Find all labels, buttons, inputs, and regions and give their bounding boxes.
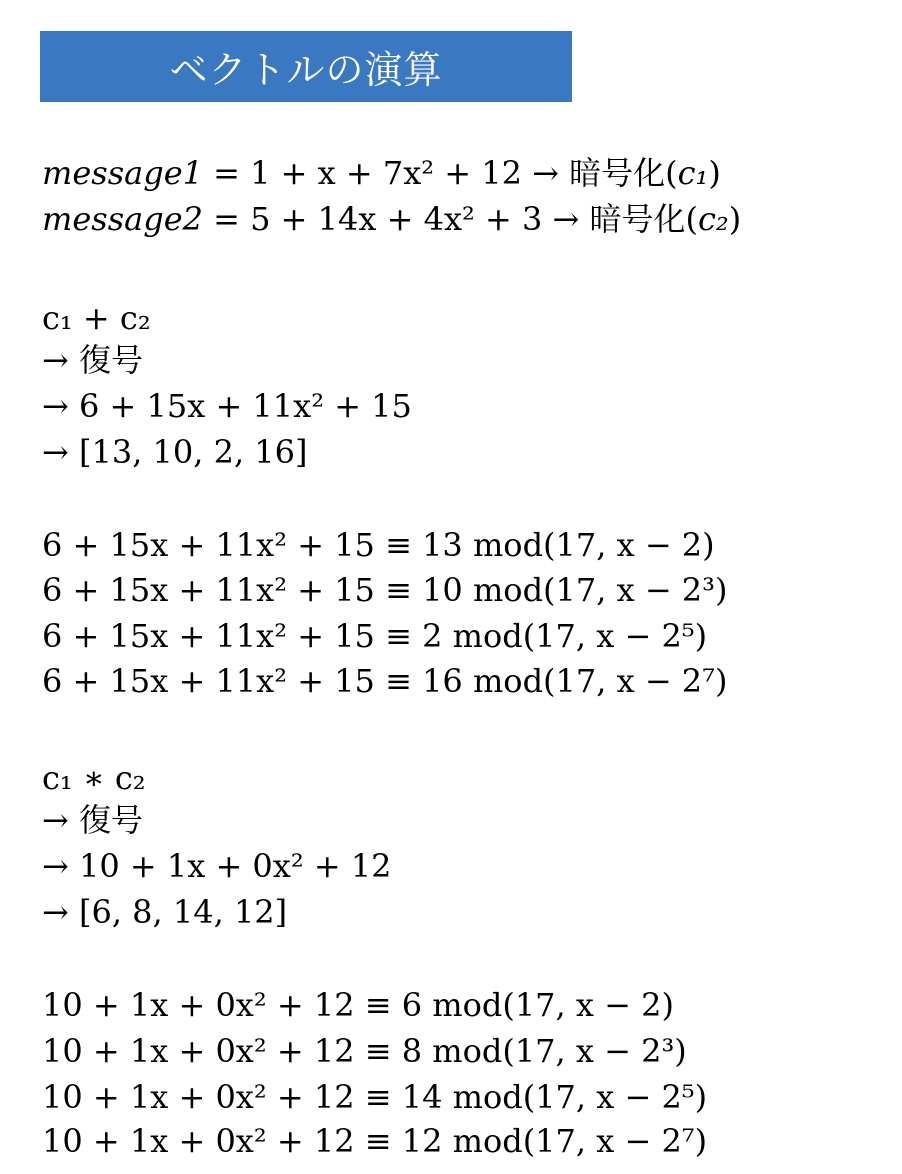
message2-encrypt-label: 暗号化 — [589, 200, 686, 238]
multiplication-congruence-2: 10 + 1x + 0x² + 12 ≡ 8 mod(17, x − 2³) — [42, 1032, 687, 1070]
multiplication-decrypt-step: → 復号 — [42, 801, 143, 839]
addition-header: c₁ + c₂ — [42, 299, 151, 337]
multiplication-header: c₁ ∗ c₂ — [42, 759, 146, 797]
addition-congruence-2: 6 + 15x + 11x² + 15 ≡ 10 mod(17, x − 2³) — [42, 571, 728, 609]
multiplication-congruence-1: 10 + 1x + 0x² + 12 ≡ 6 mod(17, x − 2) — [42, 986, 674, 1024]
message2-label: message2 — [42, 200, 203, 238]
multiplication-congruence-4: 10 + 1x + 0x² + 12 ≡ 12 mod(17, x − 2⁷) — [42, 1122, 708, 1160]
title-banner — [40, 31, 572, 102]
message2-cipher: c₂ — [697, 200, 729, 238]
message2-expression: = 5 + 14x + 4x² + 3 → — [202, 200, 580, 238]
addition-congruence-4: 6 + 15x + 11x² + 15 ≡ 16 mod(17, x − 2⁷) — [42, 662, 728, 700]
message2-line: message2 = 5 + 14x + 4x² + 3 → 暗号化(c₂) — [42, 200, 742, 238]
addition-polynomial: → 6 + 15x + 11x² + 15 — [42, 387, 412, 425]
multiplication-vector: → [6, 8, 14, 12] — [42, 893, 288, 931]
message1-line: message1 = 1 + x + 7x² + 12 → 暗号化(c₁) — [42, 154, 721, 192]
addition-congruence-1: 6 + 15x + 11x² + 15 ≡ 13 mod(17, x − 2) — [42, 526, 715, 564]
message1-label: message1 — [42, 154, 203, 192]
multiplication-polynomial: → 10 + 1x + 0x² + 12 — [42, 847, 392, 885]
addition-decrypt-step: → 復号 — [42, 341, 143, 379]
message1-cipher: c₁ — [677, 154, 709, 192]
multiplication-congruence-3: 10 + 1x + 0x² + 12 ≡ 14 mod(17, x − 2⁵) — [42, 1078, 708, 1116]
message1-encrypt-label: 暗号化 — [569, 154, 666, 192]
message1-expression: = 1 + x + 7x² + 12 → — [202, 154, 559, 192]
page-title: ベクトルの演算 — [169, 48, 443, 92]
addition-congruence-3: 6 + 15x + 11x² + 15 ≡ 2 mod(17, x − 2⁵) — [42, 617, 708, 655]
addition-vector: → [13, 10, 2, 16] — [42, 433, 308, 471]
